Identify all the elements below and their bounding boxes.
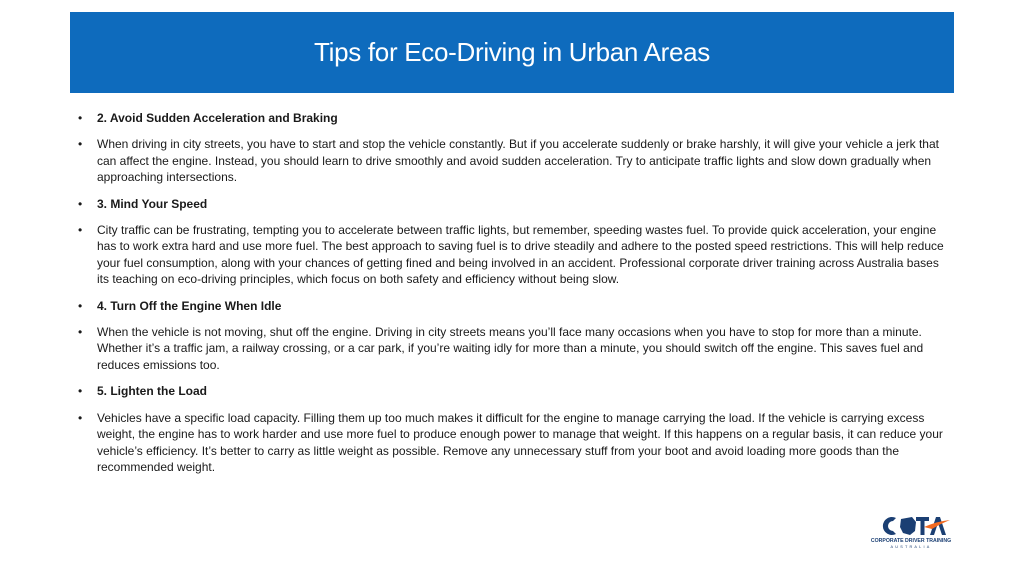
paragraph: When the vehicle is not moving, shut off the engine. Driving in city streets means you’ll face many occasions when you have to stop for more than a minute. Whether it’s a traffic jam, a railway crossing, or a car park, if you’re waiting idly for more than a minute, you should switch off the engine. This saves fuel and reduces emissions too. xyxy=(97,325,924,372)
list-item xyxy=(76,136,948,185)
bullet-icon: • xyxy=(78,223,83,238)
list-item-heading xyxy=(76,110,948,126)
paragraph: City traffic can be frustrating, tempting you to accelerate between traffic lights, but remember, speeding wastes fuel. To provide quick acceleration, your engine has to work extra hard and use more fuel. The best approach to saving fuel is to drive steadily and adhere to the posted speed restrictions. This will help reduce your fuel consumption, along with your chances of getting fined and being involved in an accident. Professional corporate driver training across Australia bases its teaching on eco-driving principles, which focus on both safety and efficiency without being slow. xyxy=(97,223,944,287)
logo-subtagline: AUSTRALIA xyxy=(890,545,932,549)
bullet-icon: • xyxy=(78,111,83,125)
list-item xyxy=(76,410,948,476)
section-heading: 3. Mind Your Speed xyxy=(97,196,208,211)
section-heading: 5. Lighten the Load xyxy=(97,384,207,399)
logo-tagline: CORPORATE DRIVER TRAINING xyxy=(870,538,952,544)
bullet-icon: • xyxy=(78,196,83,211)
company-logo xyxy=(866,512,956,552)
bullet-icon: • xyxy=(78,298,83,313)
paragraph: When driving in city streets, you have to start and stop the vehicle constantly. But if you accelerate suddenly or brake harshly, it will give your vehicle a jerk that can affect the engine. Instead, you should learn to drive smoothly and avoid sudden acceleration. Try to anticipate traffic lights and slow down gradually when approaching intersections. xyxy=(97,137,939,185)
list-item-heading xyxy=(76,298,948,314)
list-item xyxy=(76,324,948,373)
section-heading: 4. Turn Off the Engine When Idle xyxy=(97,298,282,313)
bullet-icon: • xyxy=(78,410,83,425)
bullet-icon: • xyxy=(78,325,83,340)
slide-title: Tips for Eco-Driving in Urban Areas xyxy=(313,37,711,67)
bullet-list xyxy=(76,110,948,475)
content-area xyxy=(76,110,948,485)
bullet-icon: • xyxy=(78,384,83,399)
list-item-heading xyxy=(76,383,948,399)
title-bar xyxy=(70,12,954,93)
cota-logo-icon xyxy=(866,512,956,539)
section-heading: 2. Avoid Sudden Acceleration and Braking xyxy=(97,111,338,125)
bullet-icon: • xyxy=(78,137,83,152)
paragraph: Vehicles have a specific load capacity. Filling them up too much makes it difficult for the engine to manage carrying the load. If the vehicle is carrying excess weight, the engine has to work harder and use more fuel to produce enough power to manage that weight. If this happens on a regular basis, it can reduce your vehicle’s efficiency. It’s better to carry as little weight as possible. Remove any unnecessary stuff from your boot and avoid loading more goods than the recommended weight. xyxy=(97,410,943,474)
list-item xyxy=(76,222,948,288)
list-item-heading xyxy=(76,196,948,212)
